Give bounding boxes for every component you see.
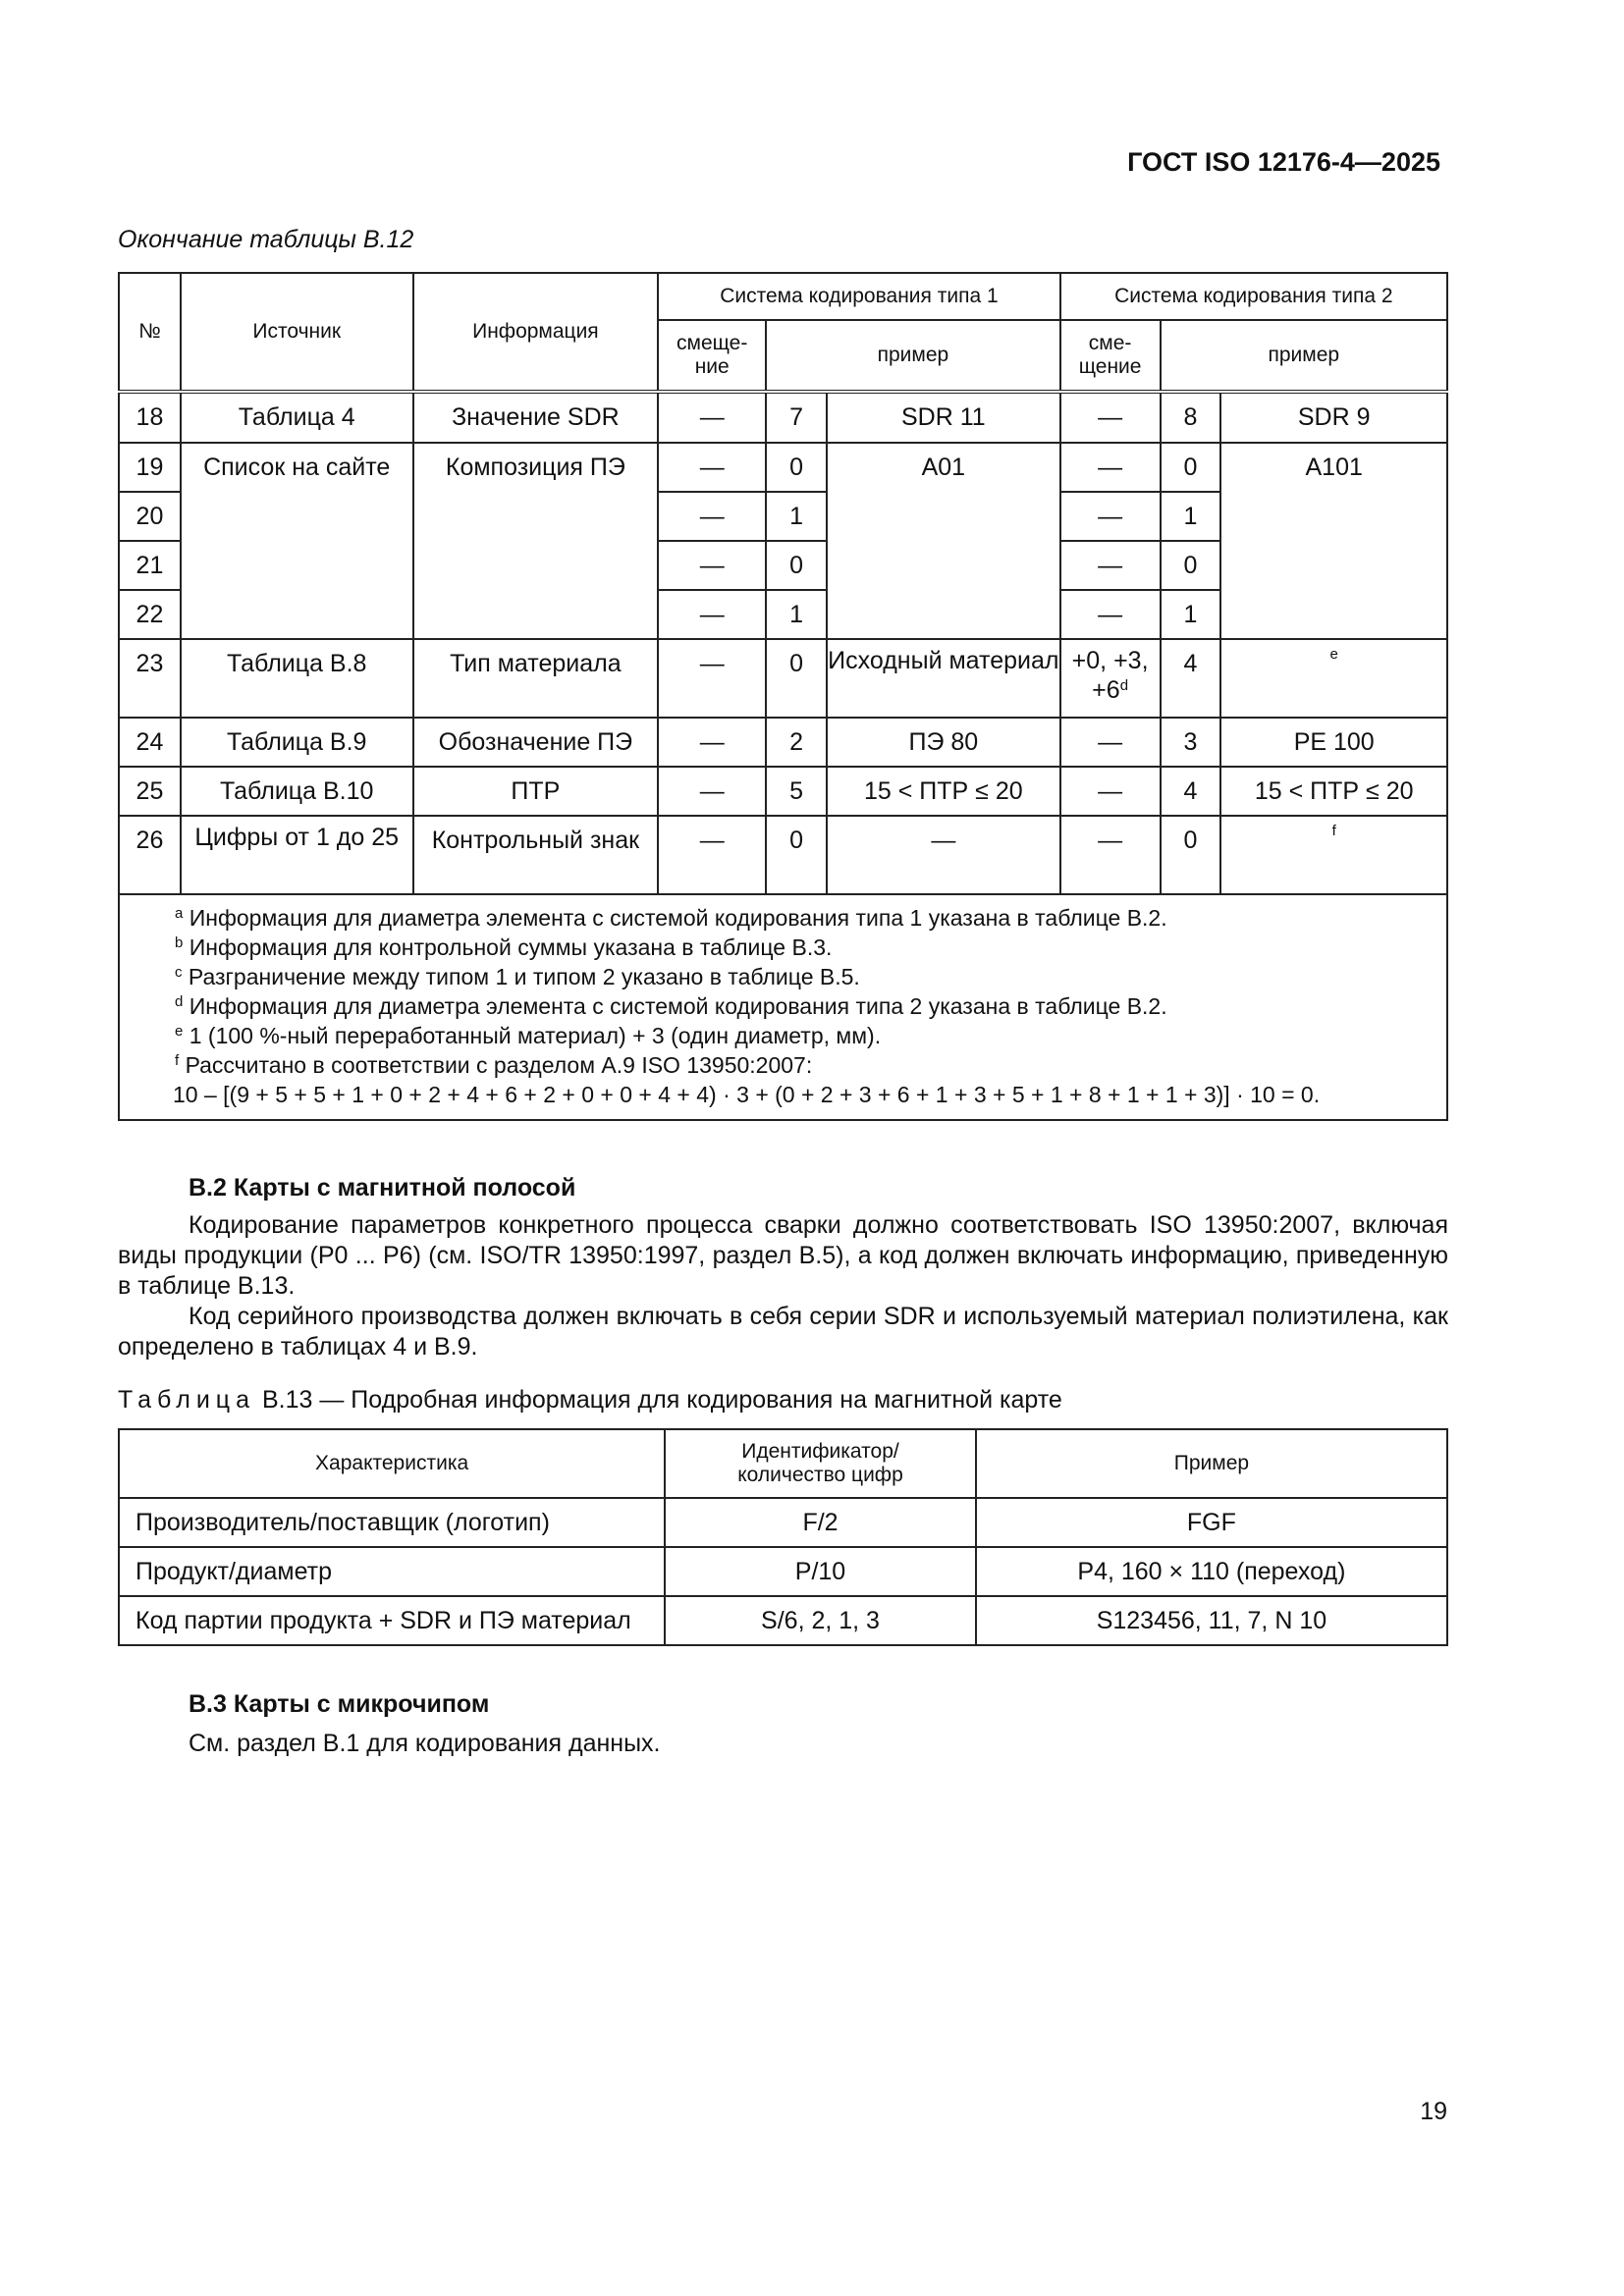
cell-example-1: ПЭ 80 (827, 718, 1060, 767)
cell-example-2: SDR 9 (1220, 392, 1447, 443)
cell-identifier: F/2 (665, 1498, 976, 1547)
note-text: 1 (100 %-ный переработанный материал) + 3 (один диаметр, мм). (189, 1023, 882, 1048)
offset-values: +0, +3, +6 (1071, 647, 1149, 704)
cell-source: Таблица В.8 (181, 639, 413, 718)
cell-example: P4, 160 × 110 (переход) (976, 1547, 1447, 1596)
note-text: Информация для контрольной суммы указана в таблице В.3. (189, 934, 833, 960)
cell-offset-1: — (658, 492, 766, 541)
cell-offset-2: — (1060, 492, 1161, 541)
section-b2-para-2 (118, 1302, 1448, 1362)
table-notes-row (119, 894, 1447, 1120)
table-row (119, 767, 1447, 816)
cell-value-1: 0 (766, 443, 827, 492)
cell-no: 22 (119, 590, 181, 639)
cell-example-2: 15 < ПТР ≤ 20 (1220, 767, 1447, 816)
cell-no: 24 (119, 718, 181, 767)
cell-value-2: 8 (1161, 392, 1221, 443)
note (175, 991, 1446, 1021)
cell-info: ПТР (413, 767, 659, 816)
table-notes (119, 894, 1447, 1120)
cell-value-1: 0 (766, 639, 827, 718)
cell-value-2: 0 (1161, 541, 1221, 590)
caption-label: Таблица (118, 1386, 256, 1414)
header-info: Информация (413, 273, 659, 392)
cell-source: Таблица В.10 (181, 767, 413, 816)
cell-value-2: 3 (1161, 718, 1221, 767)
cell-example: S123456, 11, 7, N 10 (976, 1596, 1447, 1645)
cell-identifier: P/10 (665, 1547, 976, 1596)
cell-value-2: 4 (1161, 639, 1221, 718)
cell-identifier: S/6, 2, 1, 3 (665, 1596, 976, 1645)
cell-info: Тип материала (413, 639, 659, 718)
cell-value-1: 2 (766, 718, 827, 767)
cell-no: 21 (119, 541, 181, 590)
table-row (119, 816, 1447, 894)
cell-offset-1: — (658, 541, 766, 590)
cell-offset-1: — (658, 718, 766, 767)
cell-example-2: PE 100 (1220, 718, 1447, 767)
table-b12 (118, 272, 1448, 1121)
cell-offset-1: — (658, 767, 766, 816)
header-system-2: Система кодирования типа 2 (1060, 273, 1447, 320)
table-row (119, 392, 1447, 443)
cell-no: 25 (119, 767, 181, 816)
cell-offset-2: — (1060, 541, 1161, 590)
cell-offset-1: — (658, 816, 766, 894)
table-continuation-caption: Окончание таблицы В.12 (118, 226, 414, 253)
cell-offset-2: — (1060, 718, 1161, 767)
table-row (119, 443, 1447, 492)
cell-value-2: 1 (1161, 492, 1221, 541)
note-mark: c (175, 964, 183, 981)
note-text: Информация для диаметра элемента с системой кодирования типа 2 указана в таблице В.2. (189, 993, 1167, 1019)
cell-offset-2 (1060, 639, 1161, 718)
cell-source: Список на сайте (181, 443, 413, 639)
note-mark: a (175, 905, 184, 922)
note (175, 1050, 1446, 1080)
header-example: Пример (976, 1429, 1447, 1498)
header-system-1: Система кодирования типа 1 (658, 273, 1059, 320)
table-row (119, 1498, 1447, 1547)
para-text: Код серийного производства должен включать в себя серии SDR и используемый материал полиэтилена, как определено в таблицах 4 и В.9. (118, 1303, 1448, 1361)
cell-info: Композиция ПЭ (413, 443, 659, 639)
document-code: ГОСТ ISO 12176-4—2025 (1127, 147, 1440, 177)
cell-offset-1: — (658, 639, 766, 718)
cell-example-1: A01 (827, 443, 1060, 639)
cell-example-1: SDR 11 (827, 392, 1060, 443)
section-b2-para-1 (118, 1210, 1448, 1302)
section-b3-para: См. раздел В.1 для кодирования данных. (189, 1730, 661, 1757)
cell-info: Значение SDR (413, 392, 659, 443)
cell-value-2: 0 (1161, 816, 1221, 894)
cell-value-2: 0 (1161, 443, 1221, 492)
page-number: 19 (1420, 2098, 1447, 2125)
cell-source: Таблица 4 (181, 392, 413, 443)
note (175, 933, 1446, 962)
note-mark: f (175, 1052, 180, 1069)
cell-offset-2: — (1060, 443, 1161, 492)
note-mark: e (175, 1023, 184, 1040)
cell-offset-2: — (1060, 590, 1161, 639)
footnote-ref: e (1329, 646, 1338, 663)
table-row (119, 1547, 1447, 1596)
note (175, 962, 1446, 991)
table-row (119, 1596, 1447, 1645)
header-example-2: пример (1161, 320, 1447, 392)
header-identifier: Идентификатор/ количество цифр (665, 1429, 976, 1498)
para-text: Кодирование параметров конкретного процесса сварки должно соответствовать ISO 13950:2007, включая виды продукции (P0 ... P6) (см. ISO/TR 13950:1997, раздел В.5), а код должен включать информацию, приведенную в таблице В.13. (118, 1211, 1448, 1300)
footnote-ref: d (1119, 677, 1129, 694)
cell-example-2 (1220, 639, 1447, 718)
note-mark: b (175, 934, 184, 951)
header-offset-1: смеще- ние (658, 320, 766, 392)
section-b2-title: В.2 Карты с магнитной полосой (189, 1174, 576, 1201)
cell-example-2: A101 (1220, 443, 1447, 639)
header-characteristic: Характеристика (119, 1429, 665, 1498)
cell-source: Таблица В.9 (181, 718, 413, 767)
table-row (119, 718, 1447, 767)
cell-no: 26 (119, 816, 181, 894)
cell-offset-1: — (658, 443, 766, 492)
note-mark: d (175, 993, 184, 1010)
cell-info: Обозначение ПЭ (413, 718, 659, 767)
cell-characteristic: Продукт/диаметр (119, 1547, 665, 1596)
cell-value-2: 1 (1161, 590, 1221, 639)
cell-value-1: 7 (766, 392, 827, 443)
cell-characteristic: Производитель/поставщик (логотип) (119, 1498, 665, 1547)
cell-source: Цифры от 1 до 25 (181, 816, 413, 894)
cell-no: 19 (119, 443, 181, 492)
cell-offset-2: — (1060, 816, 1161, 894)
cell-value-1: 0 (766, 816, 827, 894)
table-row (119, 639, 1447, 718)
checksum-formula: 10 – [(9 + 5 + 5 + 1 + 0 + 2 + 4 + 6 + 2 + 0 + 0 + 4 + 4) · 3 + (0 + 2 + 3 + 6 + 1 + 3 + 5 + 1 + 8 + 1 + 1 + 3)] · 10 = 0. (173, 1082, 1321, 1107)
caption-text: В.13 — Подробная информация для кодирования на магнитной карте (261, 1386, 1062, 1414)
cell-example: FGF (976, 1498, 1447, 1547)
cell-offset-1: — (658, 590, 766, 639)
header-offset-2: сме- щение (1060, 320, 1161, 392)
cell-value-1: 1 (766, 492, 827, 541)
cell-example-1: 15 < ПТР ≤ 20 (827, 767, 1060, 816)
cell-offset-2: — (1060, 392, 1161, 443)
cell-example-2 (1220, 816, 1447, 894)
note-text: Рассчитано в соответствии с разделом А.9 ISO 13950:2007: (185, 1052, 813, 1078)
cell-no: 23 (119, 639, 181, 718)
cell-value-2: 4 (1161, 767, 1221, 816)
table-b13-caption (118, 1386, 1062, 1415)
table-b13 (118, 1428, 1448, 1646)
header-no: № (119, 273, 181, 392)
cell-value-1: 5 (766, 767, 827, 816)
note (175, 903, 1446, 933)
cell-offset-2: — (1060, 767, 1161, 816)
cell-no: 18 (119, 392, 181, 443)
cell-example-1: Исходный материал (827, 639, 1060, 718)
header-source: Источник (181, 273, 413, 392)
header-example-1: пример (766, 320, 1060, 392)
section-b3-title: В.3 Карты с микрочипом (189, 1690, 490, 1718)
note (175, 1021, 1446, 1050)
cell-value-1: 0 (766, 541, 827, 590)
cell-offset-1: — (658, 392, 766, 443)
cell-characteristic: Код партии продукта + SDR и ПЭ материал (119, 1596, 665, 1645)
cell-value-1: 1 (766, 590, 827, 639)
cell-info: Контрольный знак (413, 816, 659, 894)
cell-example-1: — (827, 816, 1060, 894)
note-text: Информация для диаметра элемента с системой кодирования типа 1 указана в таблице В.2. (189, 905, 1167, 931)
cell-no: 20 (119, 492, 181, 541)
footnote-ref: f (1331, 823, 1336, 839)
note-text: Разграничение между типом 1 и типом 2 указано в таблице В.5. (188, 964, 860, 989)
